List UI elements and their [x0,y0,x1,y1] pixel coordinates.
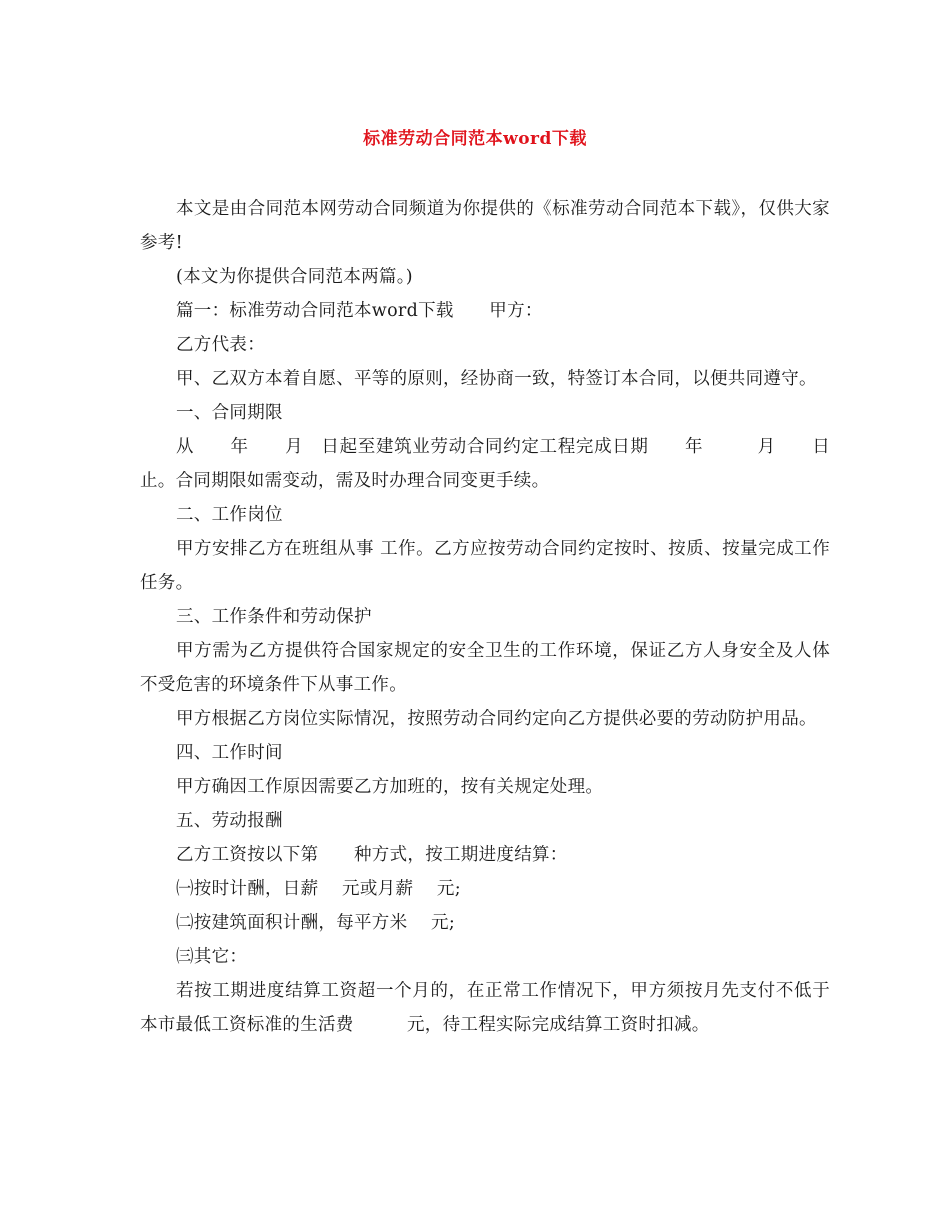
list-item-hourly-pay: ㈠按时计酬，日薪 元或月薪 元; [176,879,461,899]
paragraph-part-one-party-a: 篇一：标准劳动合同范本word下载 甲方： [176,301,543,321]
paragraph-work-environment: 甲方需为乙方提供符合国家规定的安全卫生的工作环境，保证乙方人身安全及人体不受危害的环境条件下从事工作。 [140,641,830,695]
list-item-area-pay: ㈡按建筑面积计酬，每平方米 元; [176,913,456,933]
paragraph-living-allowance: 若按工期进度结算工资超一个月的，在正常工作情况下，甲方须按月先支付不低于本市最低工资标准的生活费 元，待工程实际完成结算工资时扣减。 [140,981,830,1035]
heading-job-position: 二、工作岗位 [176,505,283,525]
paragraph-contract-term: 从 年 月 日起至建筑业劳动合同约定工程完成日期 年 月 日止。合同期限如需变动，需及时办理合同变更手续。 [140,437,830,491]
heading-remuneration: 五、劳动报酬 [176,811,283,831]
paragraph-intro: 本文是由合同范本网劳动合同频道为你提供的《标准劳动合同范本下载》，仅供大家参考! [140,199,830,253]
paragraph-note: (本文为你提供合同范本两篇。) [176,267,413,287]
paragraph-protective-equipment: 甲方根据乙方岗位实际情况，按照劳动合同约定向乙方提供必要的劳动防护用品。 [176,709,817,729]
heading-contract-term: 一、合同期限 [176,403,283,423]
heading-work-hours: 四、工作时间 [176,743,283,763]
list-item-other: ㈢其它： [176,947,248,967]
paragraph-party-b-rep: 乙方代表： [176,335,265,355]
paragraph-job-position: 甲方安排乙方在班组从事 工作。乙方应按劳动合同约定按时、按质、按量完成工作任务。 [140,539,830,593]
heading-work-conditions: 三、工作条件和劳动保护 [176,607,372,627]
paragraph-overtime: 甲方确因工作原因需要乙方加班的，按有关规定处理。 [176,777,604,797]
document-body [140,192,830,1042]
document-title: 标准劳动合同范本word下载 [363,129,587,149]
paragraph-wage-method: 乙方工资按以下第 种方式，按工期进度结算： [176,845,568,865]
paragraph-principle: 甲、乙双方本着自愿、平等的原则，经协商一致，特签订本合同，以便共同遵守。 [176,369,817,389]
